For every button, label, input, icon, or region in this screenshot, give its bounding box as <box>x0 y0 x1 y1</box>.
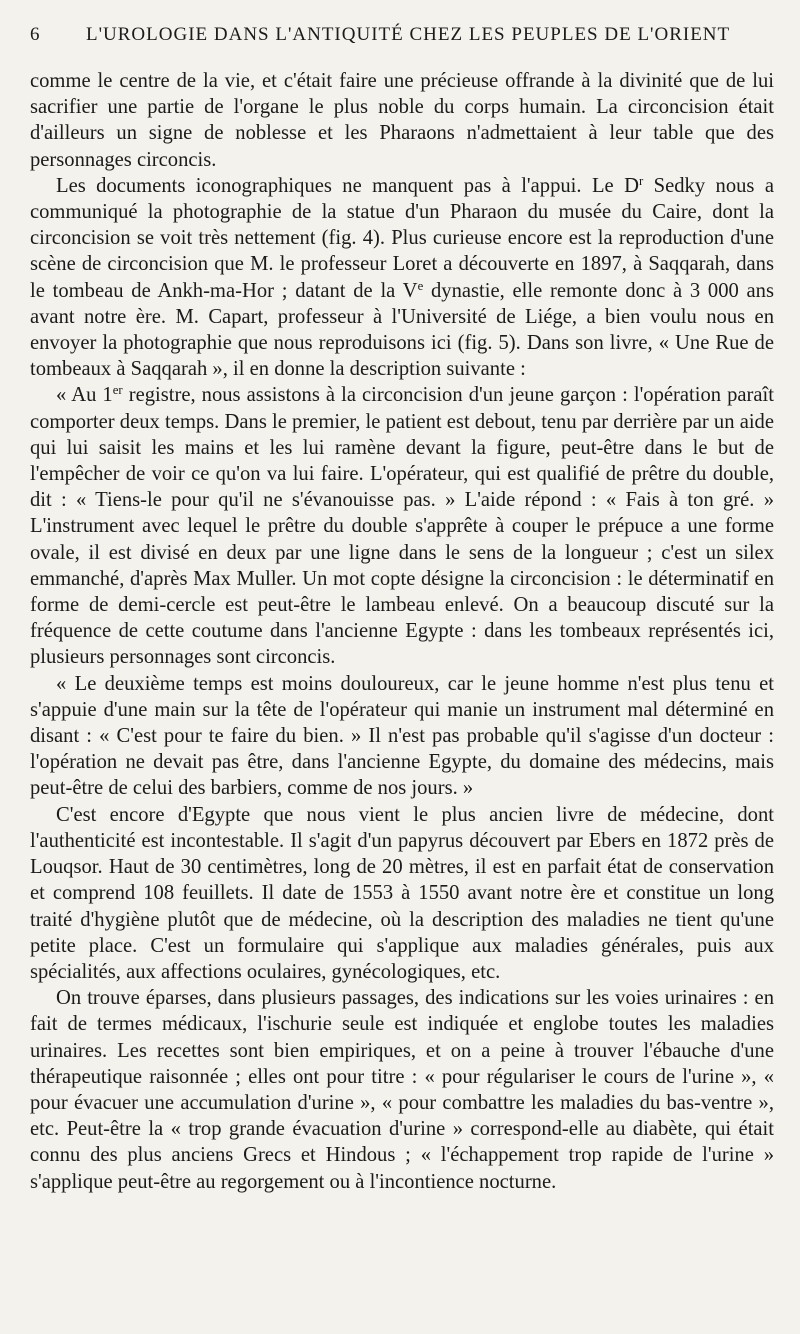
body-text <box>30 68 774 1195</box>
paragraph-1: comme le centre de la vie, et c'était faire une précieuse offrande à la divinité que de lui sacrifier une partie de l'organe le plus noble du corps humain. La circoncision était d'ailleurs un signe de noblesse et les Pharaons n'admettaient à leur table que des personnages circoncis. <box>30 70 774 171</box>
superscript-cinquieme: e <box>417 278 424 293</box>
running-title: L'UROLOGIE DANS L'ANTIQUITÉ CHEZ LES PEUPLES DE L'ORIENT <box>86 24 731 45</box>
paragraph-5: C'est encore d'Egypte que nous vient le plus ancien livre de médecine, dont l'authenticité est incontestable. Il s'agit d'un papyrus découvert par Ebers en 1872 près de Louqsor. Haut de 30 centimètres, long de 20 mètres, il est en parfait état de conservation et comprend 108 feuillets. Il date de 1553 à 1550 avant notre ère et constitue un long traité d'hygiène plutôt que de médecine, où la description des maladies ne tient qu'une petite place. C'est un formulaire qui s'applique aux maladies générales, puis aux spécialités, aux affections oculaires, gynécologiques, etc. <box>30 803 774 983</box>
superscript-docteur: r <box>638 173 644 188</box>
superscript-premier: er <box>112 383 123 398</box>
running-header <box>30 24 774 62</box>
paragraph-2-part-2: Sedky nous a communiqué la photographie de la statue d'un Pharaon du musée du Caire, dont la circoncision se voit très nettement (fig. 4). Plus curieuse encore est la reproduction d'une scène de circoncision que M. le professeur Loret a découverte en 1897, à Saqqarah, dans le tombeau de Ankh-ma-Hor ; datant de la V <box>30 174 774 302</box>
paragraph-3-part-2: registre, nous assistons à la circoncision d'un jeune garçon : l'opération paraît comporter deux temps. Dans le premier, le patient est debout, tenu par derrière par un aide qui lui saisit les mains et les lui ramène devant la figure, peut-être dans le but de l'empêcher de voir ce qu'on va lui faire. L'opérateur, qui est qualifié de prêtre du double, dit : « Tiens-le pour qu'il ne s'évanouisse pas. » L'aide répond : « Fais à ton gré. » L'instrument avec lequel le prêtre du double s'apprête à couper le prépuce a une forme ovale, il est divisé en deux par une ligne dans le sens de la longueur ; c'est un silex emmanché, d'après Max Muller. Un mot copte désigne la circoncision : le déterminatif en forme de demi-cercle est peut-être le lambeau enlevé. On a beaucoup discuté sur la fréquence de cette coutume dans l'ancienne Egypte : dans les tombeaux représentés ici, plusieurs personnages sont circoncis. <box>30 384 774 669</box>
paragraph-2-part-1: Les documents iconographiques ne manquent pas à l'appui. Le D <box>56 174 639 197</box>
paragraph-4: « Le deuxième temps est moins douloureux, car le jeune homme n'est plus tenu et s'appuie d'une main sur la tête de l'opérateur qui manie un instrument mal déterminé en disant : « C'est pour te faire du bien. » Il n'est pas probable qu'il s'agisse d'un docteur : l'opération ne devait pas être, dans l'ancienne Egypte, du domaine des médecins, mais peut-être de celui des barbiers, comme de nos jours. » <box>30 672 774 800</box>
paragraph-6: On trouve éparses, dans plusieurs passages, des indications sur les voies urinaires : en fait de termes médicaux, l'ischurie seule est indiquée et englobe toutes les maladies urinaires. Les recettes sont bien empiriques, et on a peine à trouver l'ébauche d'une thérapeutique raisonnée ; elles ont pour titre : « pour régulariser le cours de l'urine », « pour évacuer une accumulation d'urine », « pour combattre les maladies du bas-ventre », etc. Peut-être la « trop grande évacuation d'urine » correspond-elle au diabète, qui était connu des plus anciens Grecs et Hindous ; « l'échappement trop rapide de l'urine » s'applique peut-être au regorgement ou à l'incontience nocturne. <box>30 987 774 1193</box>
page-number: 6 <box>30 24 41 45</box>
paragraph-3-part-1: « Au 1 <box>56 384 113 407</box>
paragraph-2-part-3: dynastie, elle remonte donc à 3 000 ans avant notre ère. M. Capart, professeur à l'Université de Liége, a bien voulu nous en envoyer la photographie que nous reproduisons ici (fig. 5). Dans son livre, « Une Rue de tombeaux à Saqqarah », il en donne la description suivante : <box>30 279 774 381</box>
paragraph-3 <box>30 382 774 670</box>
paragraph-2 <box>30 173 774 383</box>
